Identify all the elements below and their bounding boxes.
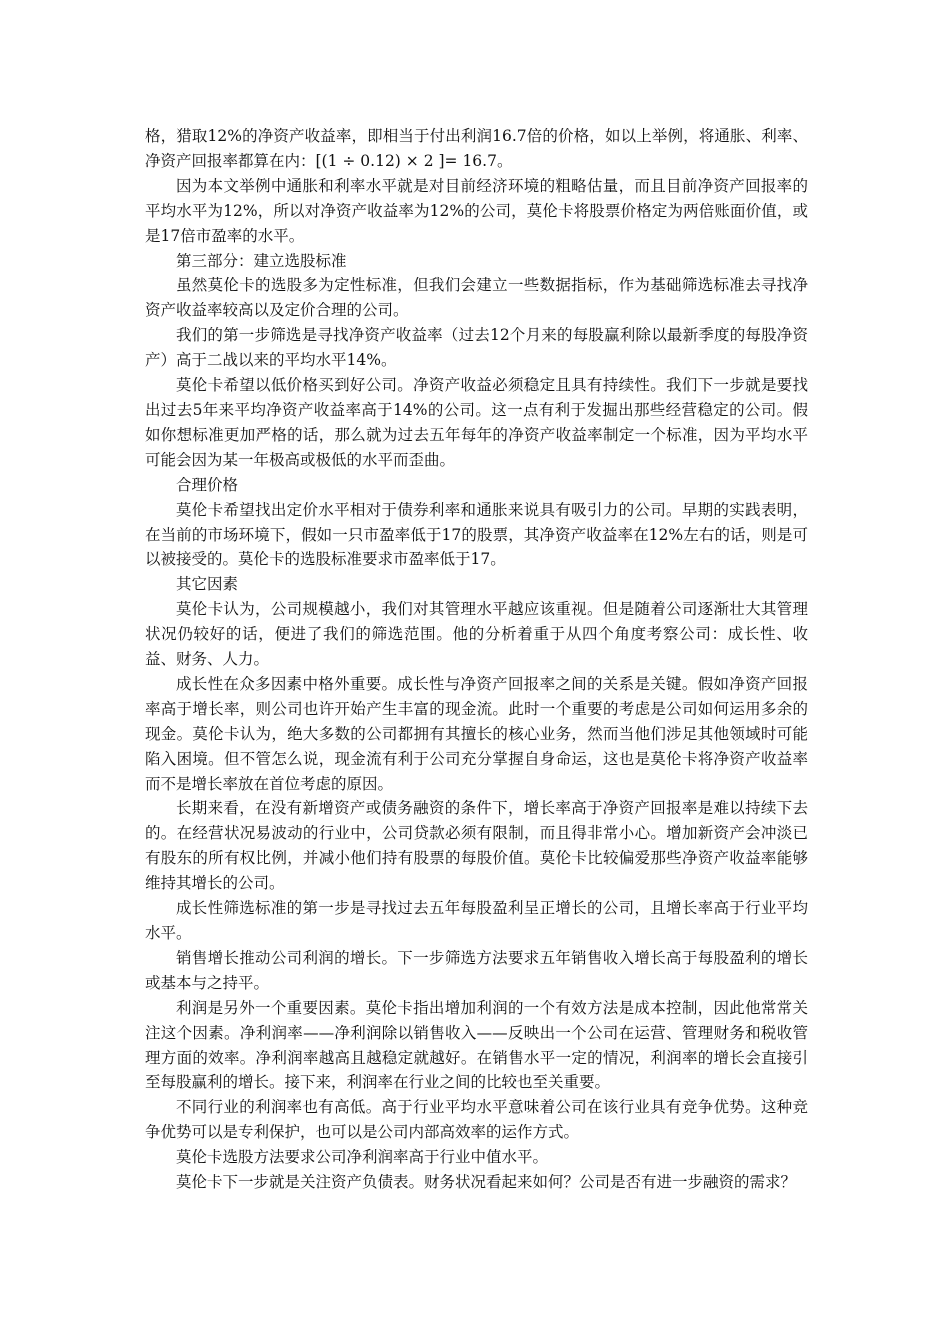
paragraph: 格，猎取12%的净资产收益率，即相当于付出利润16.7倍的价格，如以上举例，将通胀、利率、净资产回报率都算在内：[(1 ÷ 0.12) × 2 ]= 16.7。 [145,127,808,170]
paragraph: 长期来看，在没有新增资产或债务融资的条件下，增长率高于净资产回报率是难以持续下去的。在经营状况易波动的行业中，公司贷款必须有限制，而且得非常小心。增加新资产会冲淡已有股东的所有权比例，并减小他们持有股票的每股价值。莫伦卡比较偏爱那些净资产收益率能够维持其增长的公司。 [145,799,808,893]
paragraph: 销售增长推动公司利润的增长。下一步筛选方法要求五年销售收入增长高于每股盈利的增长或基本与之持平。 [145,948,808,992]
paragraph: 莫伦卡下一步就是关注资产负债表。财务状况看起来如何？公司是否有进一步融资的需求？ [176,1173,797,1192]
paragraph: 因为本文举例中通胀和利率水平就是对目前经济环境的粗略估量，而且目前净资产回报率的平均水平为12%，所以对净资产收益率为12%的公司，莫伦卡将股票价格定为两倍账面价值，或是17倍市盈率的水平。 [145,176,808,245]
paragraph: 我们的第一步筛选是寻找净资产收益率（过去12个月来的每股赢利除以最新季度的每股净资产）高于二战以来的平均水平14%。 [145,326,808,370]
paragraph: 莫伦卡希望以低价格买到好公司。净资产收益必须稳定且具有持续性。我们下一步就是要找出过去5年来平均净资产收益率高于14%的公司。这一点有利于发掘出那些经营稳定的公司。假如你想标准更加严格的话，那么就为过去五年每年的净资产收益率制定一个标准，因为平均水平可能会因为某一年极高或极低的水平而歪曲。 [145,376,808,469]
paragraph: 莫伦卡希望找出定价水平相对于债券利率和通胀来说具有吸引力的公司。早期的实践表明，在当前的市场环境下，假如一只市盈率低于17的股票，其净资产收益率在12%左右的话，则是可以被接受的。莫伦卡的选股标准要求市盈率低于17。 [145,500,808,569]
paragraph: 莫伦卡认为，公司规模越小，我们对其管理水平越应该重视。但是随着公司逐渐壮大其管理状况仍较好的话，便进了我们的筛选范围。他的分析着重于从四个角度考察公司：成长性、收益、财务、人力。 [145,600,808,669]
paragraph: 成长性筛选标准的第一步是寻找过去五年每股盈利呈正增长的公司，且增长率高于行业平均水平。 [145,899,808,942]
paragraph: 虽然莫伦卡的选股多为定性标准，但我们会建立一些数据指标，作为基础筛选标准去寻找净资产收益率较高以及定价合理的公司。 [145,276,808,320]
section-heading: 第三部分：建立选股标准 [176,251,347,270]
subsection-heading: 合理价格 [176,475,239,494]
paragraph: 成长性在众多因素中格外重要。成长性与净资产回报率之间的关系是关键。假如净资产回报率高于增长率，则公司也许开始产生丰富的现金流。此时一个重要的考虑是公司如何运用多余的现金。莫伦卡认为，绝大多数的公司都拥有其擅长的核心业务，然而当他们涉足其他领域时可能陷入困境。但不管怎么说，现金流有利于公司充分掌握自身命运，这也是莫伦卡将净资产收益率而不是增长率放在首位考虑的原因。 [145,674,808,793]
subsection-heading: 其它因素 [176,575,239,594]
paragraph: 不同行业的利润率也有高低。高于行业平均水平意味着公司在该行业具有竞争优势。这种竞争优势可以是专利保护，也可以是公司内部高效率的运作方式。 [145,1098,808,1142]
paragraph: 利润是另外一个重要因素。莫伦卡指出增加利润的一个有效方法是成本控制，因此他常常关注这个因素。净利润率——净利润除以销售收入——反映出一个公司在运营、管理财务和税收管理方面的效率。净利润率越高且越稳定就越好。在销售水平一定的情况，利润率的增长会直接引至每股赢利的增长。接下来，利润率在行业之间的比较也至关重要。 [145,998,808,1092]
document-body [145,124,808,1195]
paragraph: 莫伦卡选股方法要求公司净利润率高于行业中值水平。 [176,1148,549,1167]
